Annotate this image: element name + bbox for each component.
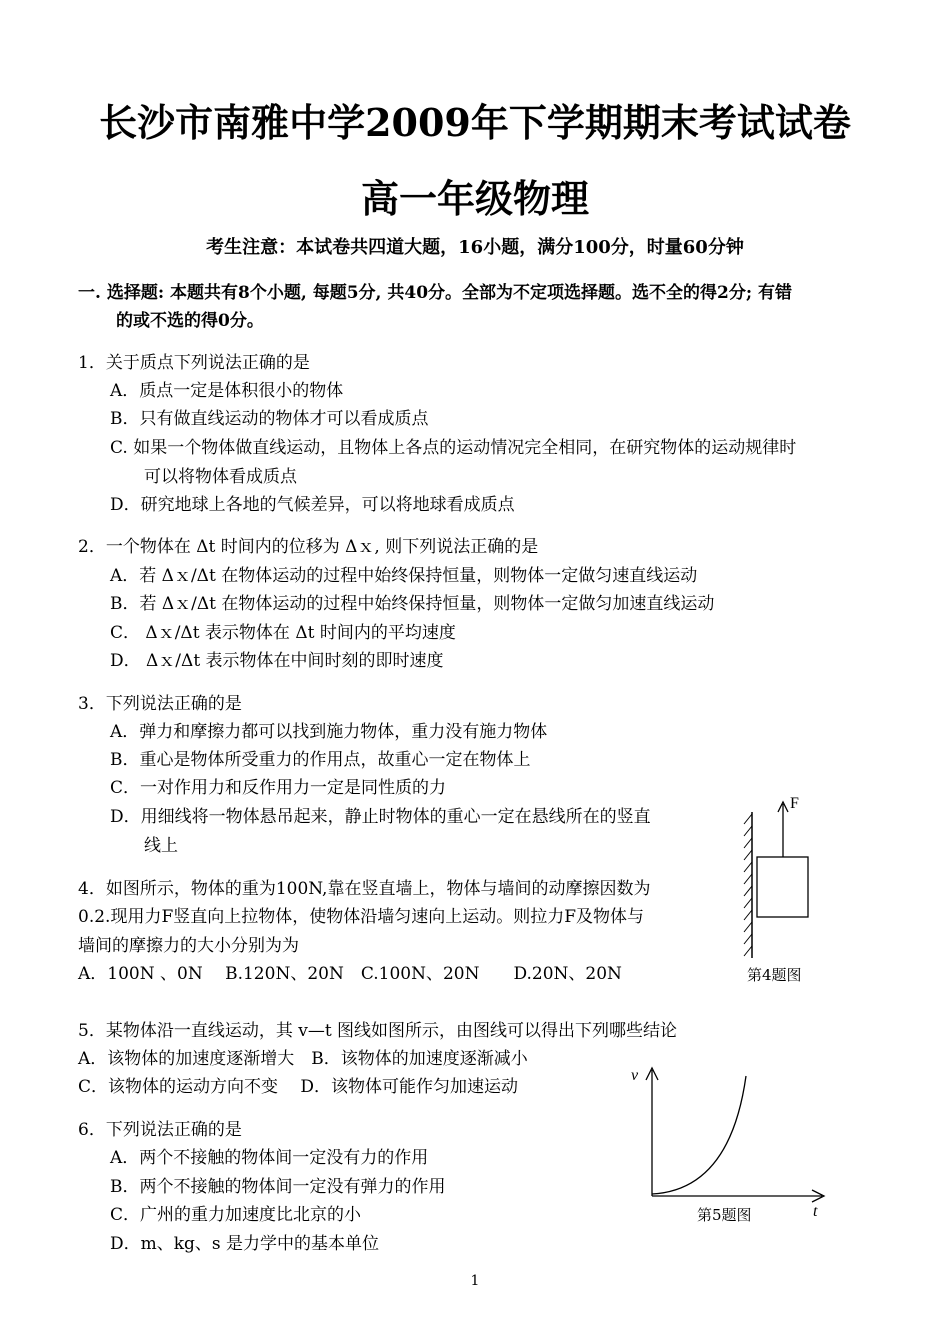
force-label: F [790,795,799,812]
q4-figure-caption: 第4题图 [747,966,802,984]
q2-option-d: D． Δｘ/Δt 表示物体在中间时刻的即时速度 [110,651,444,671]
exam-title: 长沙市南雅中学2009年下学期期末考试试卷 [99,100,851,145]
q3-stem: 3．下列说法正确的是 [78,694,242,714]
q3-option-b: B．重心是物体所受重力的作用点，故重心一定在物体上 [110,750,531,770]
q4-line3: 墙间的摩擦力的大小分别为为 [78,936,299,956]
q4-figure [735,790,845,990]
q2-stem: 2．一个物体在 Δt 时间内的位移为 Δｘ, 则下列说法正确的是 [78,537,539,557]
q3-option-a: A．弹力和摩擦力都可以找到施力物体，重力没有施力物体 [110,722,548,742]
page-number: 1 [470,1273,480,1289]
q1-stem: 1．关于质点下列说法正确的是 [78,353,310,373]
q3-option-c: C．一对作用力和反作用力一定是同性质的力 [110,778,447,798]
section1-heading: 一. 选择题: 本题共有8个小题, 每题5分, 共40分。全部为不定项选择题。选不全的得2分; 有错 [78,283,793,303]
q1-option-d: D．研究地球上各地的气候差异，可以将地球看成质点 [110,495,515,515]
q4-options: A．100N 、0N B.120N、20N C.100N、20N D.20N、20N [78,964,622,984]
q2-option-b: B．若 Δｘ/Δt 在物体运动的过程中始终保持恒量，则物体一定做匀加速直线运动 [110,594,715,614]
q5-options-ab: A．该物体的加速度逐渐增大 B．该物体的加速度逐渐减小 [78,1049,528,1069]
q3-option-d-cont: 线上 [144,836,178,856]
section1-heading-cont: 的或不选的得0分。 [116,311,264,331]
q6-stem: 6．下列说法正确的是 [78,1120,242,1140]
q5-figure-caption: 第5题图 [697,1206,752,1224]
v-axis-label: v [631,1067,639,1084]
q1-option-c-cont: 可以将物体看成质点 [144,467,297,487]
q2-option-a: A．若 Δｘ/Δt 在物体运动的过程中始终保持恒量，则物体一定做匀速直线运动 [110,566,698,586]
t-axis-label: t [813,1203,818,1220]
q1-option-a: A．质点一定是体积很小的物体 [110,381,344,401]
exam-subtitle: 高一年级物理 [360,176,589,221]
q6-option-b: B．两个不接触的物体间一定没有弹力的作用 [110,1177,446,1197]
block [757,857,808,917]
q5-options-cd: C．该物体的运动方向不变 D．该物体可能作匀加速运动 [78,1077,519,1097]
q3-option-d: D．用细线将一物体悬吊起来，静止时物体的重心一定在悬线所在的竖直 [110,807,651,827]
q6-option-d: D．m、kg、s 是力学中的基本单位 [110,1234,380,1254]
q5-stem: 5．某物体沿一直线运动，其 v—t 图线如图所示，由图线可以得出下列哪些结论 [78,1021,678,1041]
q4-line1: 4．如图所示，物体的重为100N,靠在竖直墙上，物体与墙间的动摩擦因数为 [78,879,651,899]
q6-option-c: C．广州的重力加速度比北京的小 [110,1205,362,1225]
q6-option-a: A．两个不接触的物体间一定没有力的作用 [110,1148,429,1168]
q4-line2: 0.2.现用力F竖直向上拉物体，使物体沿墙匀速向上运动。则拉力F及物体与 [78,907,645,927]
q1-option-c: C. 如果一个物体做直线运动，且物体上各点的运动情况完全相同，在研究物体的运动规律时 [110,438,797,458]
wall-hatching [744,812,752,958]
q5-figure [620,1060,840,1220]
q2-option-c: C． Δｘ/Δt 表示物体在 Δt 时间内的平均速度 [110,623,456,643]
v-t-curve [652,1076,746,1194]
exam-notice: 考生注意：本试卷共四道大题，16小题，满分100分，时量60分钟 [206,237,744,258]
q1-option-b: B．只有做直线运动的物体才可以看成质点 [110,409,429,429]
